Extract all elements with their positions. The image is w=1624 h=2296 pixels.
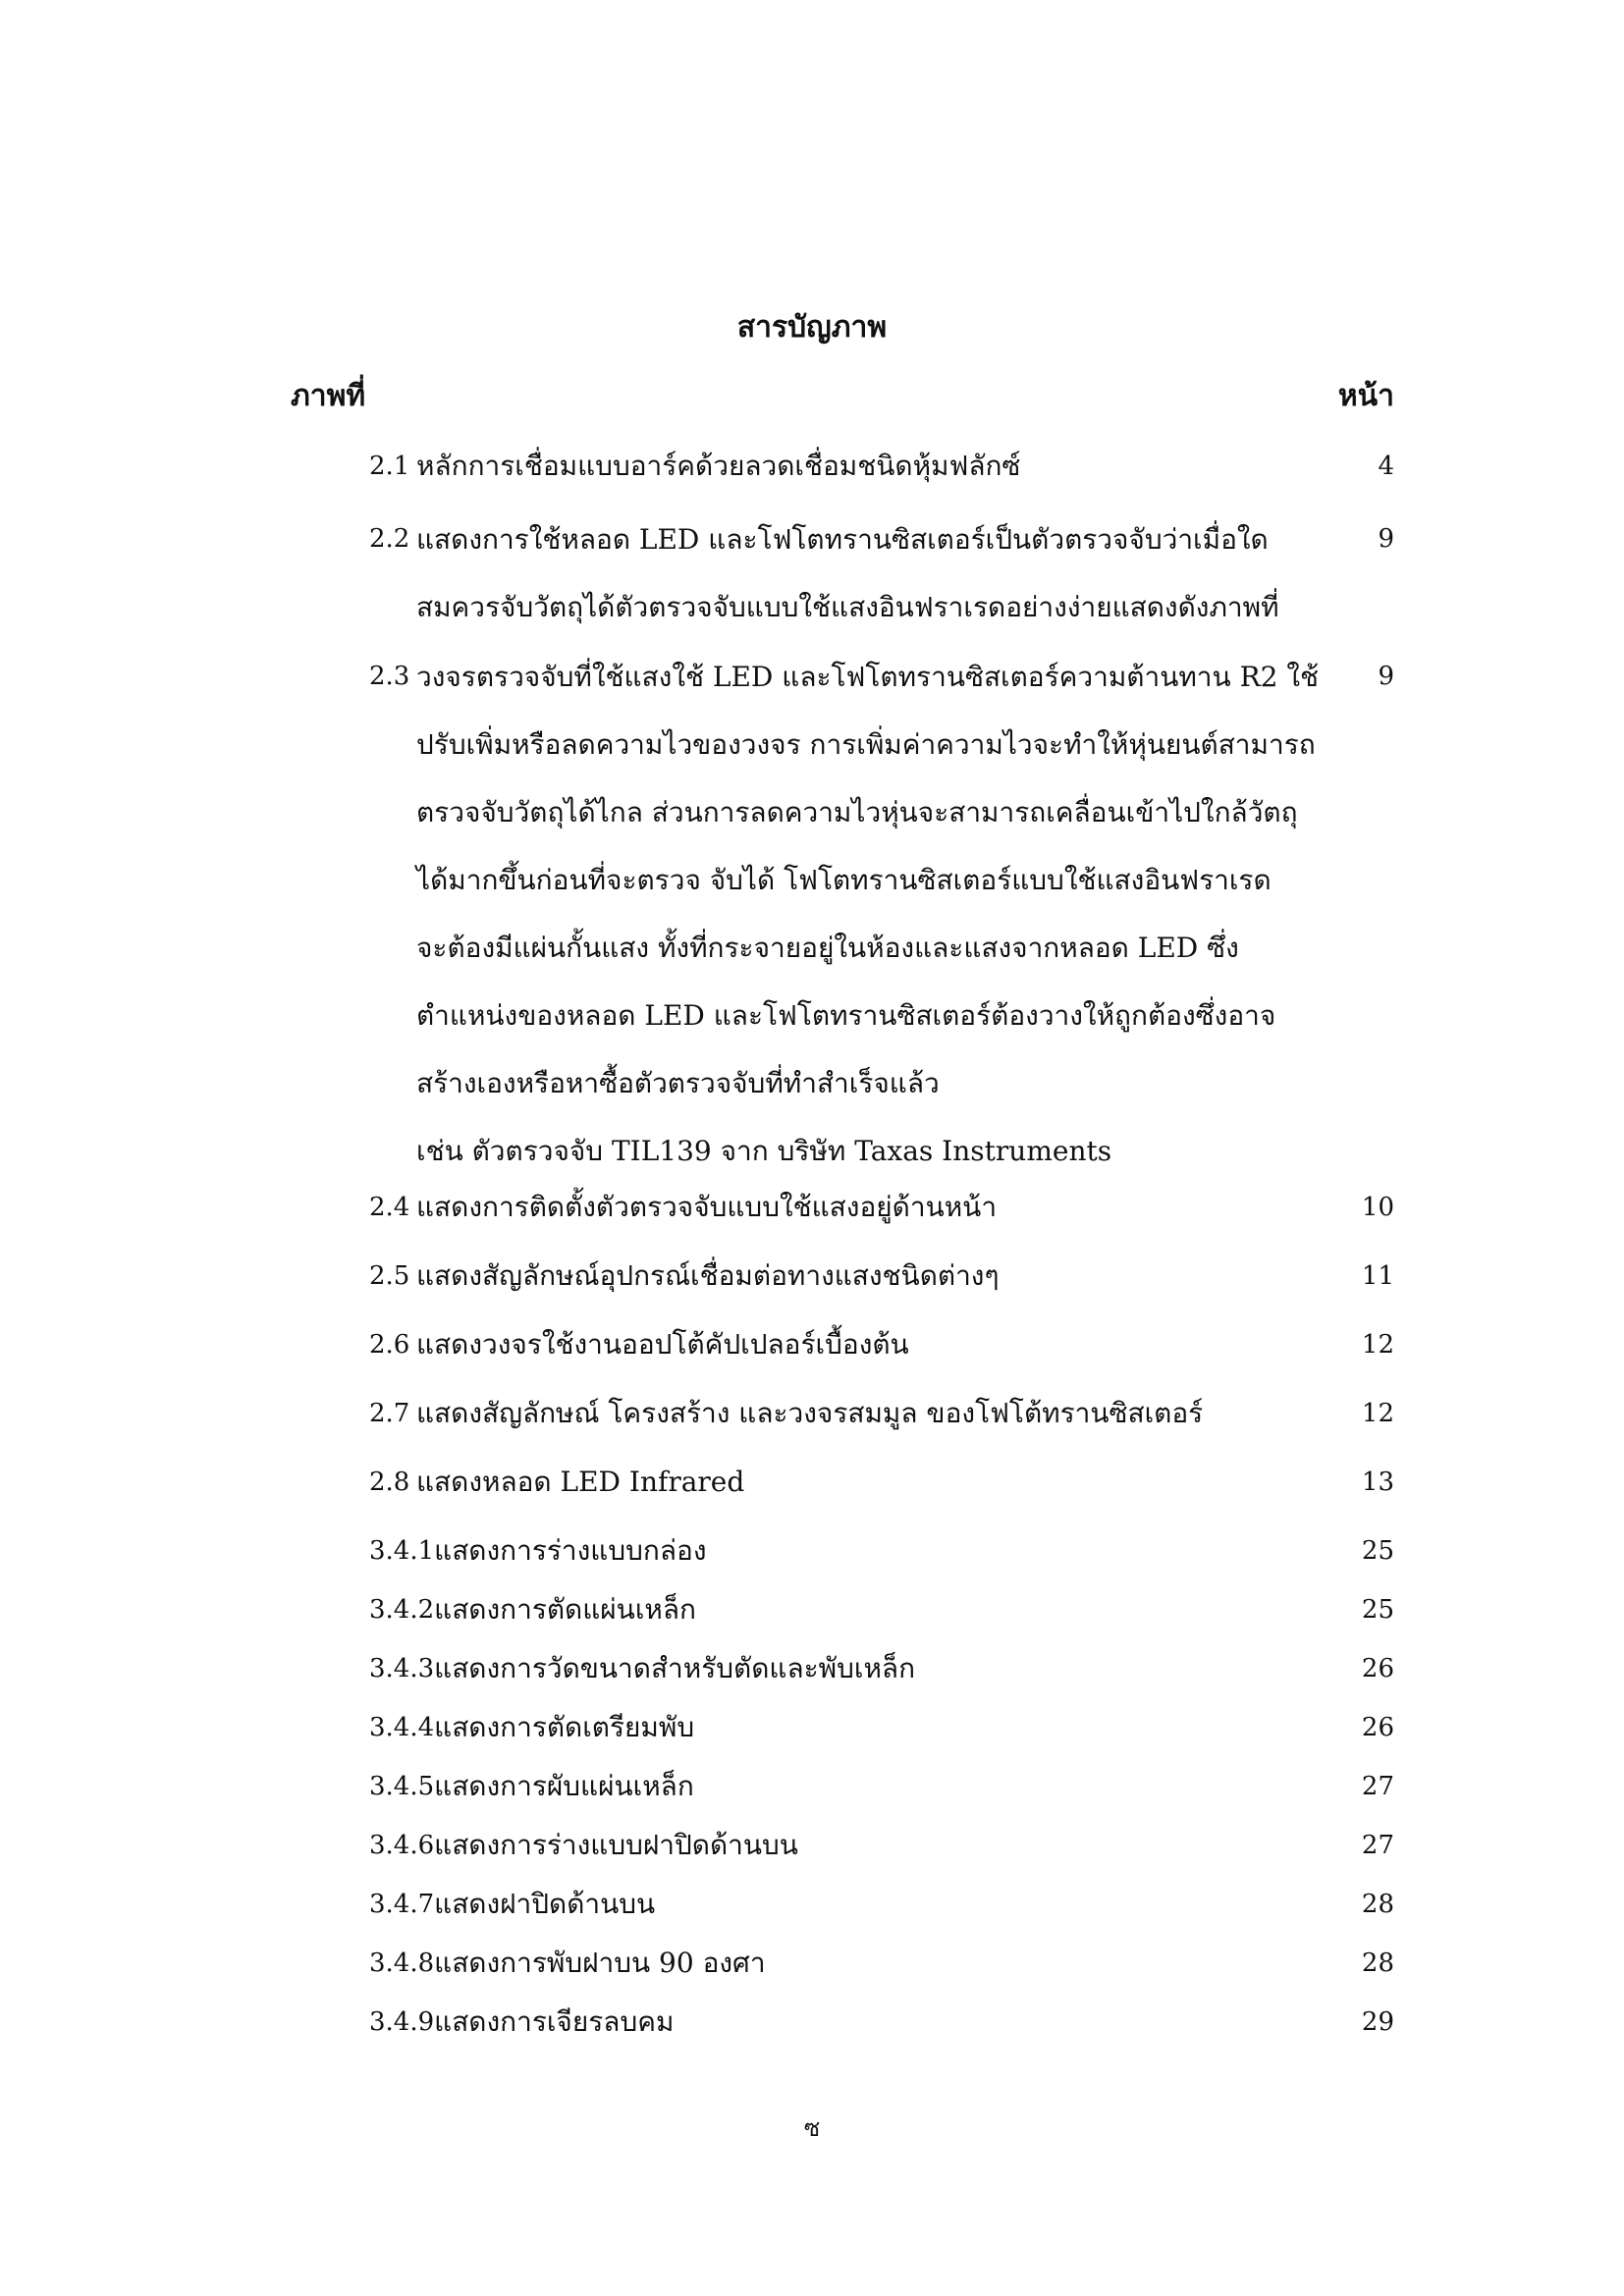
- figure-page-number: 27: [1361, 1831, 1394, 1860]
- figure-entry: [369, 1934, 1394, 1993]
- figure-page-number: 4: [1378, 452, 1394, 481]
- caption-line: แสดงการร่างแบบฝาปิดด้านบน: [434, 1829, 798, 1861]
- figure-caption: [416, 1315, 1335, 1374]
- figure-caption: [434, 1875, 1335, 1934]
- figure-number: 2.8: [369, 1468, 410, 1497]
- caption-line: แสดงการตัดแผ่นเหล็ก: [434, 1593, 696, 1626]
- figure-caption: [434, 1522, 1335, 1580]
- figure-number: 3.4.7: [369, 1890, 435, 1919]
- figure-number: 3.4.8: [369, 1949, 435, 1978]
- caption-line: ได้มากขึ้นก่อนที่จะตรวจ จับได้ โฟโตทรานซิสเตอร์แบบใช้แสงอินฟราเรด: [416, 864, 1272, 896]
- figure-number: 2.6: [369, 1330, 410, 1360]
- figure-page-number: 12: [1361, 1399, 1394, 1428]
- caption-line: แสดงฝาปิดด้านบน: [434, 1888, 656, 1920]
- caption-line: จะต้องมีแผ่นกั้นแสง ทั้งที่กระจายอยู่ในห้องและแสงจากหลอด LED ซึ่ง: [416, 932, 1239, 964]
- figure-number: 2.3: [369, 662, 410, 691]
- figure-number: 2.7: [369, 1399, 410, 1428]
- figure-page-number: 29: [1361, 2007, 1394, 2037]
- figure-entry: [369, 643, 1394, 1185]
- figure-caption: [434, 1934, 1335, 1993]
- caption-line: แสดงหลอด LED Infrared: [416, 1466, 745, 1498]
- page-title: สารบัญภาพ: [736, 310, 888, 345]
- caption-line: แสดงการใช้หลอด LED และโฟโตทรานซิสเตอร์เป็นตัวตรวจจับว่าเมื่อใด: [416, 523, 1269, 556]
- figure-page-number: 9: [1378, 662, 1394, 691]
- caption-line: แสดงการร่างแบบกล่อง: [434, 1534, 707, 1567]
- figure-entry: [369, 1993, 1394, 2052]
- figure-number: 3.4.9: [369, 2007, 435, 2037]
- figure-entry: [369, 437, 1394, 496]
- caption-line: แสดงสัญลักษณ์ โครงสร้าง และวงจรสมมูล ของโฟโต้ทรานซิสเตอร์: [416, 1397, 1204, 1429]
- figure-entry: [369, 1178, 1394, 1237]
- figure-page-number: 26: [1361, 1713, 1394, 1742]
- figure-page-number: 9: [1378, 524, 1394, 554]
- caption-line: แสดงการพับฝาบน 90 องศา: [434, 1947, 766, 1979]
- figure-caption: [434, 1698, 1335, 1757]
- figure-caption: [416, 1178, 1335, 1237]
- figure-page-number: 11: [1361, 1261, 1394, 1291]
- figure-entry: [369, 1453, 1394, 1512]
- figure-caption: [434, 1757, 1335, 1816]
- figure-entry: [369, 1816, 1394, 1875]
- caption-line: แสดงการติดตั้งตัวตรวจจับแบบใช้แสงอยู่ด้านหน้า: [416, 1191, 998, 1223]
- caption-line: ตรวจจับวัตถุได้ไกล ส่วนการลดความไวหุ่นจะสามารถเคลื่อนเข้าไปใกล้วัตถุ: [416, 796, 1298, 828]
- figure-entry: [369, 1247, 1394, 1306]
- figure-page-number: 25: [1361, 1595, 1394, 1625]
- figure-caption: [434, 1993, 1335, 2052]
- caption-line: วงจรตรวจจับที่ใช้แสงใช้ LED และโฟโตทรานซิสเตอร์ความต้านทาน R2 ใช้: [416, 661, 1320, 693]
- figure-number: 2.5: [369, 1261, 410, 1291]
- caption-line: แสดงการวัดขนาดสำหรับตัดและพับเหล็ก: [434, 1652, 916, 1684]
- figure-entry: [369, 1384, 1394, 1443]
- figure-number: 2.4: [369, 1193, 410, 1222]
- figure-page-number: 12: [1361, 1330, 1394, 1360]
- figure-entry: [369, 1875, 1394, 1934]
- figure-caption: [416, 506, 1335, 641]
- figure-page-number: 28: [1361, 1890, 1394, 1919]
- figure-number: 3.4.6: [369, 1831, 435, 1860]
- caption-line: ตำแหน่งของหลอด LED และโฟโตทรานซิสเตอร์ต้องวางให้ถูกต้องซึ่งอาจ: [416, 999, 1276, 1032]
- figure-number: 3.4.2: [369, 1595, 435, 1625]
- caption-line: เช่น ตัวตรวจจับ TIL139 จาก บริษัท Taxas Instruments: [416, 1135, 1112, 1167]
- figure-number: 3.4.1: [369, 1536, 435, 1566]
- column-header-page: หน้า: [1337, 379, 1394, 413]
- figure-caption: [434, 1639, 1335, 1698]
- figure-entry: [369, 1580, 1394, 1639]
- figure-number: 3.4.5: [369, 1772, 435, 1801]
- figure-page-number: 28: [1361, 1949, 1394, 1978]
- caption-line: แสดงการผับแผ่นเหล็ก: [434, 1770, 694, 1802]
- figure-caption: [416, 437, 1335, 496]
- caption-line: แสดงสัญลักษณ์อุปกรณ์เชื่อมต่อทางแสงชนิดต่างๆ: [416, 1259, 1000, 1292]
- figure-caption: [434, 1816, 1335, 1875]
- figure-entry: [369, 1522, 1394, 1580]
- figure-caption: [434, 1580, 1335, 1639]
- figure-caption: [416, 643, 1335, 1185]
- figure-entry: [369, 1639, 1394, 1698]
- caption-line: แสดงการเจียรลบคม: [434, 2005, 675, 2038]
- figure-page-number: 26: [1361, 1654, 1394, 1683]
- figure-entry: [369, 506, 1394, 641]
- figure-entry: [369, 1315, 1394, 1374]
- figure-caption: [416, 1247, 1335, 1306]
- figure-number: 3.4.4: [369, 1713, 435, 1742]
- figure-number: 2.2: [369, 524, 410, 554]
- column-header-figure: ภาพที่: [291, 379, 366, 413]
- caption-line: สมควรจับวัตถุได้ตัวตรวจจับแบบใช้แสงอินฟราเรดอย่างง่ายแสดงดังภาพที่: [416, 591, 1279, 623]
- figure-caption: [416, 1384, 1335, 1443]
- figure-number: 3.4.3: [369, 1654, 435, 1683]
- caption-line: หลักการเชื่อมแบบอาร์คด้วยลวดเชื่อมชนิดหุ้มฟลักซ์: [416, 450, 1021, 482]
- page-number: ซ: [803, 2114, 821, 2142]
- caption-line: สร้างเองหรือหาซื้อตัวตรวจจับที่ทำสำเร็จแล้ว: [416, 1067, 940, 1099]
- caption-line: แสดงการตัดเตรียมพับ: [434, 1711, 695, 1743]
- figure-page-number: 27: [1361, 1772, 1394, 1801]
- caption-line: แสดงวงจรใช้งานออปโต้คัปเปลอร์เบื้องต้น: [416, 1328, 909, 1361]
- figure-number: 2.1: [369, 452, 410, 481]
- caption-line: ปรับเพิ่มหรือลดความไวของวงจร การเพิ่มค่าความไวจะทำให้หุ่นยนต์สามารถ: [416, 728, 1316, 761]
- figure-caption: [416, 1453, 1335, 1512]
- figure-page-number: 13: [1361, 1468, 1394, 1497]
- figure-entry: [369, 1757, 1394, 1816]
- figure-page-number: 10: [1361, 1193, 1394, 1222]
- figure-entry: [369, 1698, 1394, 1757]
- figure-page-number: 25: [1361, 1536, 1394, 1566]
